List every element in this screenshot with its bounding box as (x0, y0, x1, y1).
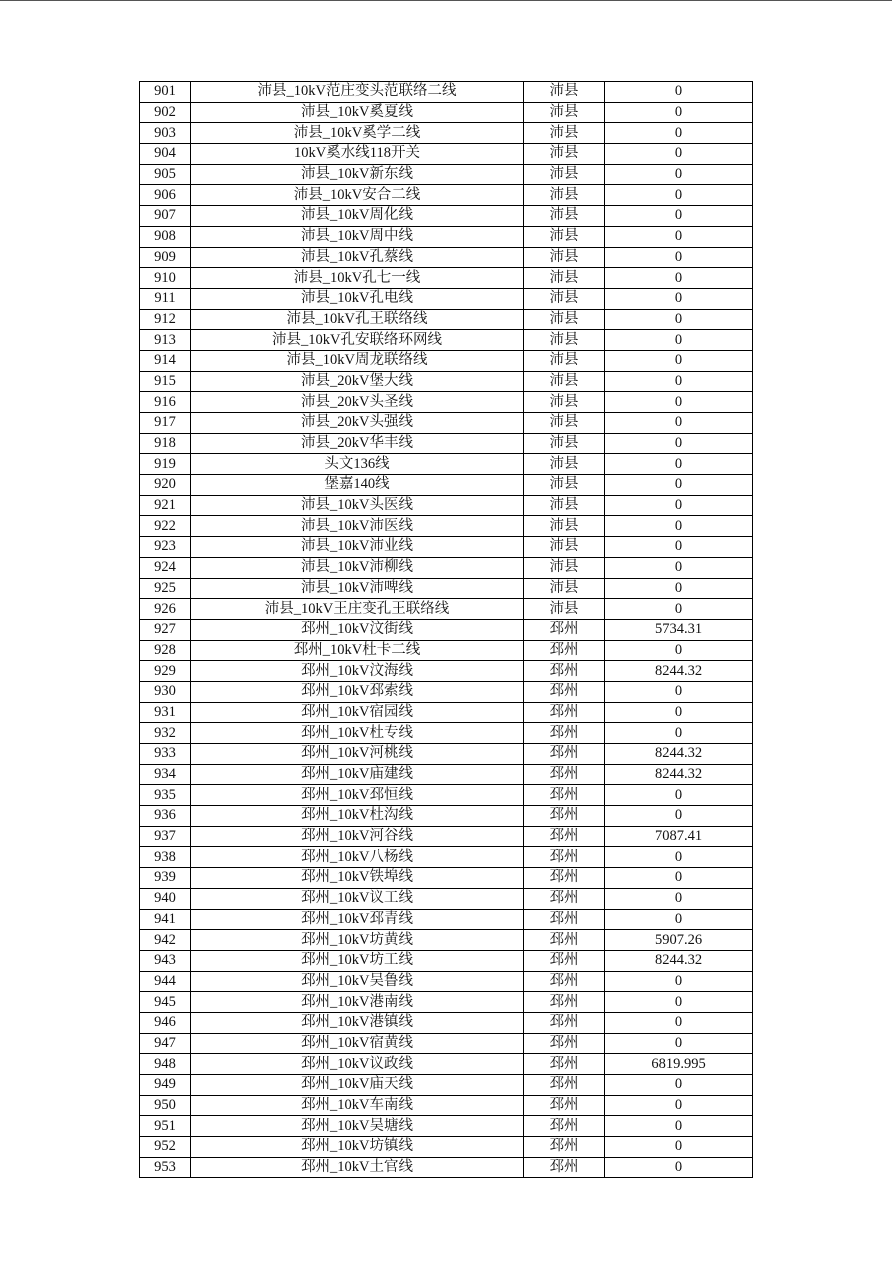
line-name-cell: 10kV奚水线118开关 (191, 144, 524, 165)
value-cell: 0 (605, 847, 753, 868)
table-row (140, 82, 753, 103)
value-cell: 0 (605, 226, 753, 247)
line-name-cell: 沛县_20kV头强线 (191, 413, 524, 434)
value-cell: 0 (605, 992, 753, 1013)
region-cell: 邳州 (524, 661, 605, 682)
region-cell: 邳州 (524, 1075, 605, 1096)
value-cell: 0 (605, 309, 753, 330)
row-number-cell: 927 (140, 619, 191, 640)
row-number-cell: 905 (140, 164, 191, 185)
table-row (140, 1054, 753, 1075)
value-cell: 0 (605, 888, 753, 909)
row-number-cell: 952 (140, 1137, 191, 1158)
row-number-cell: 909 (140, 247, 191, 268)
line-name-cell: 邳州_10kV杜沟线 (191, 806, 524, 827)
value-cell: 0 (605, 433, 753, 454)
row-number-cell: 922 (140, 516, 191, 537)
region-cell: 邳州 (524, 744, 605, 765)
line-name-cell: 邳州_10kV港镇线 (191, 1012, 524, 1033)
region-cell: 沛县 (524, 247, 605, 268)
row-number-cell: 923 (140, 537, 191, 558)
region-cell: 沛县 (524, 185, 605, 206)
region-cell: 邳州 (524, 909, 605, 930)
line-name-cell: 邳州_10kV河谷线 (191, 826, 524, 847)
region-cell: 邳州 (524, 930, 605, 951)
row-number-cell: 941 (140, 909, 191, 930)
row-number-cell: 921 (140, 495, 191, 516)
value-cell: 0 (605, 413, 753, 434)
line-data-table (139, 81, 753, 1178)
value-cell: 7087.41 (605, 826, 753, 847)
region-cell: 沛县 (524, 144, 605, 165)
value-cell: 0 (605, 144, 753, 165)
table-row (140, 950, 753, 971)
value-cell: 6819.995 (605, 1054, 753, 1075)
row-number-cell: 937 (140, 826, 191, 847)
region-cell: 沛县 (524, 309, 605, 330)
value-cell: 0 (605, 475, 753, 496)
row-number-cell: 951 (140, 1116, 191, 1137)
region-cell: 沛县 (524, 268, 605, 289)
region-cell: 邳州 (524, 640, 605, 661)
row-number-cell: 926 (140, 599, 191, 620)
row-number-cell: 913 (140, 330, 191, 351)
row-number-cell: 939 (140, 868, 191, 889)
region-cell: 沛县 (524, 475, 605, 496)
region-cell: 沛县 (524, 433, 605, 454)
row-number-cell: 935 (140, 785, 191, 806)
region-cell: 沛县 (524, 164, 605, 185)
region-cell: 沛县 (524, 123, 605, 144)
region-cell: 邳州 (524, 1095, 605, 1116)
value-cell: 0 (605, 330, 753, 351)
region-cell: 沛县 (524, 82, 605, 103)
value-cell: 0 (605, 702, 753, 723)
row-number-cell: 902 (140, 102, 191, 123)
row-number-cell: 931 (140, 702, 191, 723)
value-cell: 0 (605, 392, 753, 413)
table-row (140, 288, 753, 309)
region-cell: 邳州 (524, 1054, 605, 1075)
table-row (140, 930, 753, 951)
row-number-cell: 948 (140, 1054, 191, 1075)
table-row (140, 868, 753, 889)
value-cell: 0 (605, 185, 753, 206)
table-row (140, 971, 753, 992)
line-name-cell: 沛县_10kV周中线 (191, 226, 524, 247)
line-name-cell: 邳州_10kV坊工线 (191, 950, 524, 971)
row-number-cell: 908 (140, 226, 191, 247)
line-name-cell: 沛县_10kV范庄变头范联络二线 (191, 82, 524, 103)
table-row (140, 1075, 753, 1096)
row-number-cell: 916 (140, 392, 191, 413)
row-number-cell: 942 (140, 930, 191, 951)
region-cell: 沛县 (524, 206, 605, 227)
row-number-cell: 932 (140, 723, 191, 744)
table-row (140, 785, 753, 806)
region-cell: 邳州 (524, 1157, 605, 1178)
line-name-cell: 邳州_10kV港南线 (191, 992, 524, 1013)
value-cell: 0 (605, 909, 753, 930)
line-name-cell: 沛县_10kV新东线 (191, 164, 524, 185)
region-cell: 沛县 (524, 599, 605, 620)
row-number-cell: 953 (140, 1157, 191, 1178)
region-cell: 邳州 (524, 681, 605, 702)
line-name-cell: 邳州_10kV土官线 (191, 1157, 524, 1178)
row-number-cell: 936 (140, 806, 191, 827)
region-cell: 沛县 (524, 288, 605, 309)
region-cell: 沛县 (524, 413, 605, 434)
region-cell: 邳州 (524, 992, 605, 1013)
value-cell: 0 (605, 454, 753, 475)
row-number-cell: 915 (140, 371, 191, 392)
region-cell: 沛县 (524, 516, 605, 537)
line-name-cell: 邳州_10kV议工线 (191, 888, 524, 909)
value-cell: 0 (605, 1116, 753, 1137)
region-cell: 邳州 (524, 950, 605, 971)
line-name-cell: 堡嘉140线 (191, 475, 524, 496)
region-cell: 邳州 (524, 826, 605, 847)
row-number-cell: 943 (140, 950, 191, 971)
region-cell: 邳州 (524, 888, 605, 909)
row-number-cell: 934 (140, 764, 191, 785)
value-cell: 0 (605, 1012, 753, 1033)
table-row (140, 1012, 753, 1033)
row-number-cell: 920 (140, 475, 191, 496)
value-cell: 0 (605, 723, 753, 744)
line-name-cell: 邳州_10kV邳索线 (191, 681, 524, 702)
table-row (140, 164, 753, 185)
row-number-cell: 918 (140, 433, 191, 454)
line-name-cell: 邳州_10kV八杨线 (191, 847, 524, 868)
row-number-cell: 901 (140, 82, 191, 103)
value-cell: 0 (605, 557, 753, 578)
table-row (140, 123, 753, 144)
value-cell: 0 (605, 268, 753, 289)
value-cell: 0 (605, 537, 753, 558)
table-row (140, 433, 753, 454)
table-row (140, 309, 753, 330)
line-name-cell: 邳州_10kV汶街线 (191, 619, 524, 640)
value-cell: 0 (605, 971, 753, 992)
region-cell: 邳州 (524, 723, 605, 744)
region-cell: 邳州 (524, 868, 605, 889)
line-name-cell: 沛县_10kV孔蔡线 (191, 247, 524, 268)
table-row (140, 723, 753, 744)
line-name-cell: 邳州_10kV杜卡二线 (191, 640, 524, 661)
table-row (140, 185, 753, 206)
row-number-cell: 925 (140, 578, 191, 599)
value-cell: 8244.32 (605, 661, 753, 682)
line-name-cell: 沛县_10kV孔安联络环网线 (191, 330, 524, 351)
page-top-border (0, 0, 892, 1)
region-cell: 沛县 (524, 330, 605, 351)
line-name-cell: 邳州_10kV邳恒线 (191, 785, 524, 806)
region-cell: 沛县 (524, 371, 605, 392)
line-name-cell: 邳州_10kV吴塘线 (191, 1116, 524, 1137)
table-row (140, 806, 753, 827)
value-cell: 0 (605, 288, 753, 309)
line-name-cell: 邳州_10kV庙建线 (191, 764, 524, 785)
line-name-cell: 沛县_10kV孔七一线 (191, 268, 524, 289)
row-number-cell: 944 (140, 971, 191, 992)
line-name-cell: 沛县_10kV周化线 (191, 206, 524, 227)
table-row (140, 226, 753, 247)
table-row (140, 826, 753, 847)
line-name-cell: 沛县_20kV堡大线 (191, 371, 524, 392)
line-name-cell: 沛县_10kV奚夏线 (191, 102, 524, 123)
line-name-cell: 沛县_10kV孔电线 (191, 288, 524, 309)
region-cell: 沛县 (524, 557, 605, 578)
row-number-cell: 933 (140, 744, 191, 765)
table-row (140, 413, 753, 434)
table-row (140, 992, 753, 1013)
row-number-cell: 929 (140, 661, 191, 682)
value-cell: 0 (605, 806, 753, 827)
line-name-cell: 沛县_10kV孔王联络线 (191, 309, 524, 330)
value-cell: 0 (605, 1033, 753, 1054)
value-cell: 0 (605, 164, 753, 185)
table-row (140, 330, 753, 351)
line-name-cell: 邳州_10kV宿园线 (191, 702, 524, 723)
table-row (140, 1137, 753, 1158)
value-cell: 0 (605, 123, 753, 144)
value-cell: 5907.26 (605, 930, 753, 951)
line-name-cell: 邳州_10kV庙天线 (191, 1075, 524, 1096)
table-row (140, 764, 753, 785)
line-name-cell: 邳州_10kV宿黄线 (191, 1033, 524, 1054)
line-name-cell: 头文136线 (191, 454, 524, 475)
value-cell: 8244.32 (605, 744, 753, 765)
row-number-cell: 910 (140, 268, 191, 289)
value-cell: 0 (605, 206, 753, 227)
table-body (140, 82, 753, 1178)
value-cell: 0 (605, 350, 753, 371)
value-cell: 0 (605, 82, 753, 103)
table-row (140, 888, 753, 909)
line-name-cell: 邳州_10kV坊黄线 (191, 930, 524, 951)
region-cell: 邳州 (524, 619, 605, 640)
value-cell: 0 (605, 495, 753, 516)
row-number-cell: 911 (140, 288, 191, 309)
table-row (140, 268, 753, 289)
region-cell: 邳州 (524, 1116, 605, 1137)
row-number-cell: 938 (140, 847, 191, 868)
line-name-cell: 邳州_10kV铁埠线 (191, 868, 524, 889)
table-row (140, 599, 753, 620)
table-row (140, 247, 753, 268)
row-number-cell: 919 (140, 454, 191, 475)
row-number-cell: 912 (140, 309, 191, 330)
line-name-cell: 邳州_10kV邳青线 (191, 909, 524, 930)
line-name-cell: 邳州_10kV汶海线 (191, 661, 524, 682)
row-number-cell: 917 (140, 413, 191, 434)
table-row (140, 847, 753, 868)
row-number-cell: 930 (140, 681, 191, 702)
value-cell: 0 (605, 1075, 753, 1096)
table-row (140, 681, 753, 702)
table-row (140, 206, 753, 227)
region-cell: 邳州 (524, 702, 605, 723)
row-number-cell: 903 (140, 123, 191, 144)
table-row (140, 475, 753, 496)
table-row (140, 1033, 753, 1054)
value-cell: 0 (605, 1137, 753, 1158)
region-cell: 邳州 (524, 1137, 605, 1158)
table-row (140, 1095, 753, 1116)
row-number-cell: 949 (140, 1075, 191, 1096)
line-name-cell: 沛县_20kV头圣线 (191, 392, 524, 413)
line-name-cell: 沛县_10kV沛啤线 (191, 578, 524, 599)
value-cell: 0 (605, 599, 753, 620)
region-cell: 邳州 (524, 785, 605, 806)
table-row (140, 909, 753, 930)
table-row (140, 578, 753, 599)
table-row (140, 640, 753, 661)
value-cell: 0 (605, 371, 753, 392)
table-row (140, 516, 753, 537)
value-cell: 0 (605, 1157, 753, 1178)
region-cell: 邳州 (524, 847, 605, 868)
line-name-cell: 沛县_20kV华丰线 (191, 433, 524, 454)
row-number-cell: 904 (140, 144, 191, 165)
value-cell: 0 (605, 681, 753, 702)
region-cell: 沛县 (524, 350, 605, 371)
line-name-cell: 沛县_10kV王庄变孔王联络线 (191, 599, 524, 620)
value-cell: 0 (605, 868, 753, 889)
line-name-cell: 邳州_10kV坊镇线 (191, 1137, 524, 1158)
table-row (140, 144, 753, 165)
value-cell: 8244.32 (605, 764, 753, 785)
row-number-cell: 907 (140, 206, 191, 227)
value-cell: 0 (605, 516, 753, 537)
row-number-cell: 928 (140, 640, 191, 661)
region-cell: 沛县 (524, 537, 605, 558)
table-row (140, 537, 753, 558)
row-number-cell: 947 (140, 1033, 191, 1054)
table-row (140, 392, 753, 413)
line-name-cell: 沛县_10kV奚学二线 (191, 123, 524, 144)
row-number-cell: 940 (140, 888, 191, 909)
line-name-cell: 邳州_10kV吴鲁线 (191, 971, 524, 992)
table-row (140, 350, 753, 371)
line-name-cell: 沛县_10kV沛医线 (191, 516, 524, 537)
value-cell: 0 (605, 578, 753, 599)
row-number-cell: 950 (140, 1095, 191, 1116)
line-name-cell: 沛县_10kV沛柳线 (191, 557, 524, 578)
region-cell: 邳州 (524, 764, 605, 785)
line-name-cell: 沛县_10kV头医线 (191, 495, 524, 516)
table-row (140, 1116, 753, 1137)
table-row (140, 454, 753, 475)
region-cell: 沛县 (524, 578, 605, 599)
row-number-cell: 906 (140, 185, 191, 206)
region-cell: 邳州 (524, 971, 605, 992)
line-name-cell: 沛县_10kV安合二线 (191, 185, 524, 206)
value-cell: 0 (605, 102, 753, 123)
region-cell: 邳州 (524, 1012, 605, 1033)
row-number-cell: 914 (140, 350, 191, 371)
line-name-cell: 沛县_10kV沛业线 (191, 537, 524, 558)
line-name-cell: 邳州_10kV杜专线 (191, 723, 524, 744)
row-number-cell: 946 (140, 1012, 191, 1033)
value-cell: 0 (605, 785, 753, 806)
table-row (140, 371, 753, 392)
table-row (140, 619, 753, 640)
value-cell: 5734.31 (605, 619, 753, 640)
region-cell: 邳州 (524, 1033, 605, 1054)
line-name-cell: 邳州_10kV议政线 (191, 1054, 524, 1075)
table-row (140, 744, 753, 765)
table-row (140, 1157, 753, 1178)
row-number-cell: 924 (140, 557, 191, 578)
table-row (140, 557, 753, 578)
table-row (140, 702, 753, 723)
value-cell: 0 (605, 640, 753, 661)
table-row (140, 495, 753, 516)
value-cell: 0 (605, 1095, 753, 1116)
line-name-cell: 邳州_10kV河桃线 (191, 744, 524, 765)
row-number-cell: 945 (140, 992, 191, 1013)
region-cell: 沛县 (524, 392, 605, 413)
line-name-cell: 邳州_10kV车南线 (191, 1095, 524, 1116)
region-cell: 沛县 (524, 495, 605, 516)
value-cell: 0 (605, 247, 753, 268)
region-cell: 沛县 (524, 102, 605, 123)
table-row (140, 661, 753, 682)
region-cell: 沛县 (524, 226, 605, 247)
line-name-cell: 沛县_10kV周龙联络线 (191, 350, 524, 371)
table-row (140, 102, 753, 123)
region-cell: 沛县 (524, 454, 605, 475)
region-cell: 邳州 (524, 806, 605, 827)
value-cell: 8244.32 (605, 950, 753, 971)
